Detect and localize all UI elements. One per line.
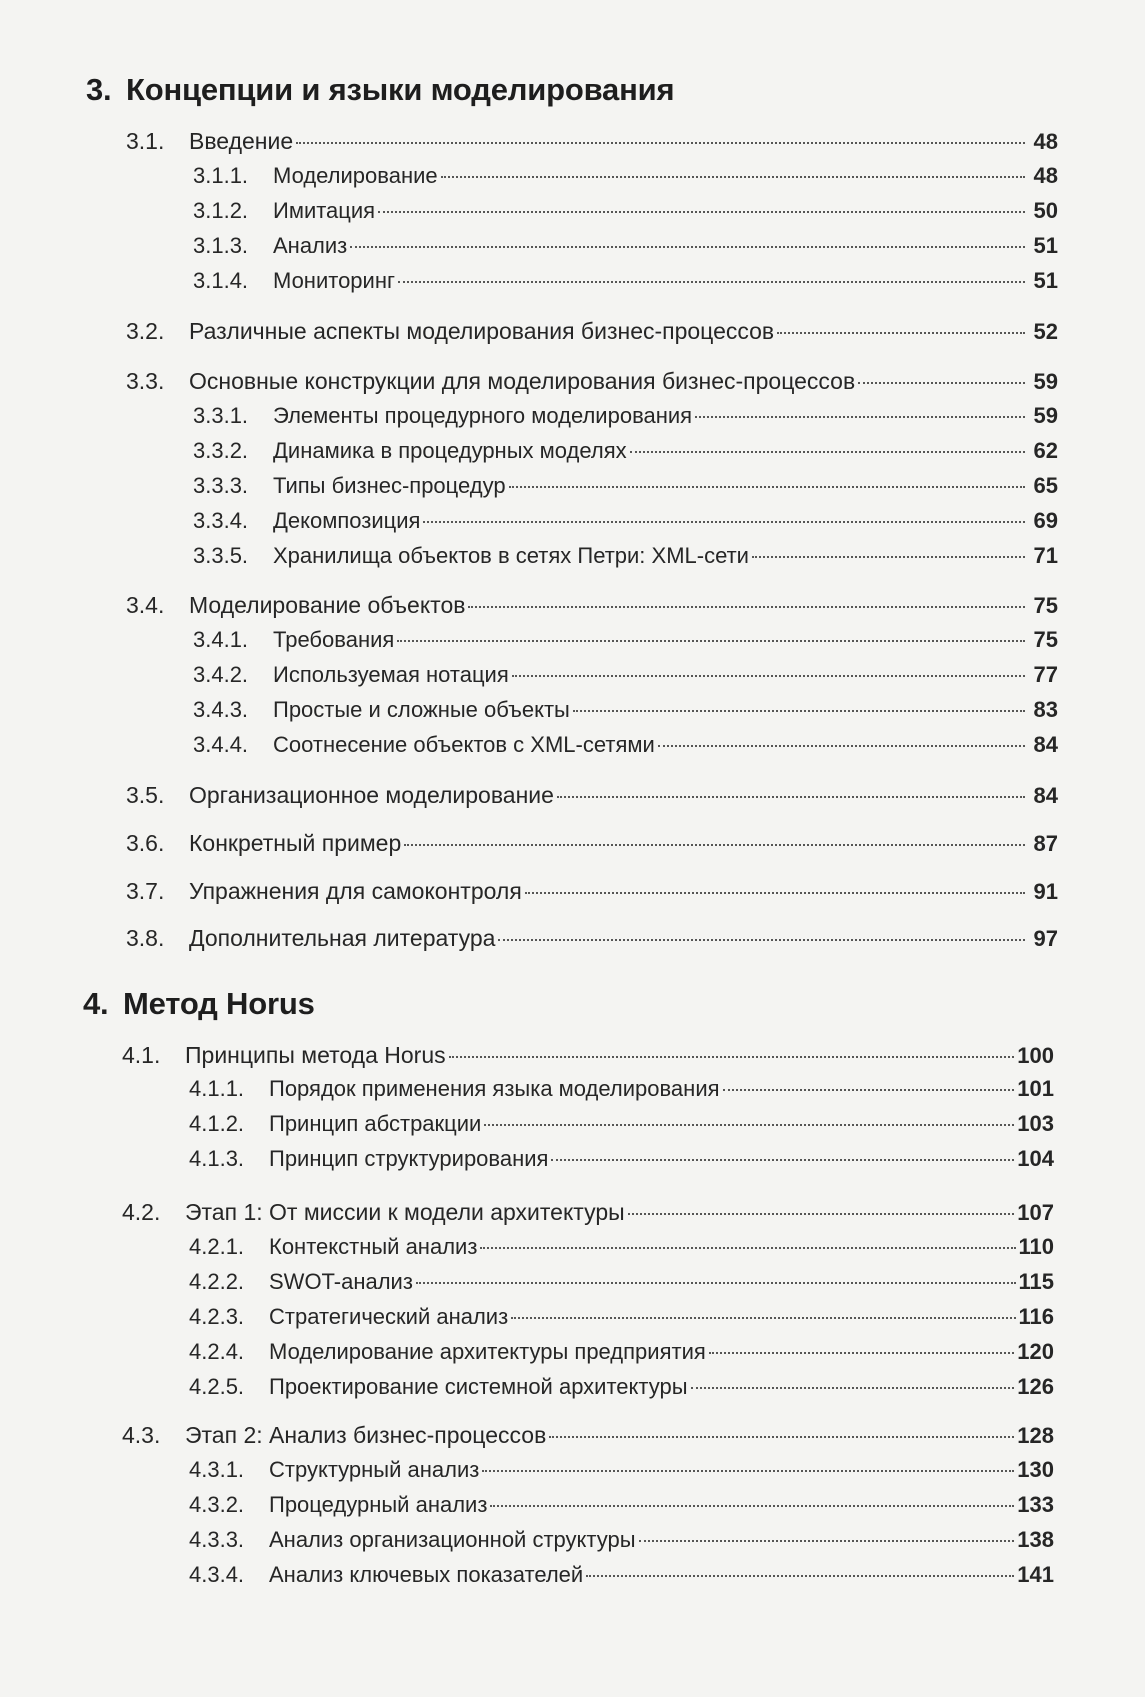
entry-title: Моделирование архитектуры предприятия [269,1339,706,1364]
toc-section-entry [126,128,1058,158]
entry-page-number: 91 [1033,879,1058,904]
entry-page-number: 83 [1033,697,1058,722]
entry-number: 3.3.3. [193,473,249,498]
entry-title: Стратегический анализ [269,1304,509,1329]
toc-subsection-entry [193,438,1058,468]
entry-title: Имитация [273,198,376,223]
dot-leader [709,1351,1015,1354]
entry-title: SWOT-анализ [269,1269,413,1294]
entry-number: 3.3.2. [193,438,249,463]
entry-page-number: 75 [1033,593,1058,618]
entry-number: 3.2. [126,318,165,344]
dot-leader [630,450,1025,453]
entry-title: Анализ ключевых показателей [269,1562,584,1587]
chapter-title: Метод Horus [123,986,315,1021]
entry-title: Различные аспекты моделирования бизнес-процессов [189,318,775,344]
entry-page-number: 87 [1033,831,1058,856]
entry-page-number: 50 [1033,198,1058,223]
chapter-heading [86,72,674,108]
dot-leader [658,744,1025,747]
entry-page-number: 100 [1017,1043,1054,1068]
entry-title: Принцип структурирования [269,1146,549,1171]
entry-number: 3.5. [126,782,165,808]
toc-subsection-entry [193,473,1058,503]
entry-page-number: 133 [1017,1492,1054,1517]
entry-title: Декомпозиция [273,508,421,533]
entry-number: 3.7. [126,878,165,904]
toc-subsection-entry [193,403,1058,433]
toc-subsection-entry [193,627,1058,657]
toc-section-entry [126,925,1058,955]
dot-leader [512,674,1025,677]
entry-page-number: 51 [1033,233,1058,258]
entry-number: 3.8. [126,925,165,951]
dot-leader [509,485,1025,488]
chapter-title: Концепции и языки моделирования [126,72,675,107]
dot-leader [397,639,1025,642]
entry-number: 3.3.4. [193,508,249,533]
dot-leader [484,1123,1014,1126]
dot-leader [525,891,1025,894]
dot-leader [695,415,1025,418]
entry-number: 3.1. [126,128,165,154]
entry-title: Моделирование [273,163,438,188]
entry-title: Принцип абстракции [269,1111,482,1136]
entry-page-number: 110 [1018,1234,1054,1259]
entry-page-number: 59 [1033,403,1058,428]
toc-subsection-entry [193,697,1058,727]
toc-section-entry [126,782,1058,812]
entry-page-number: 48 [1033,163,1058,188]
toc-subsection-entry [189,1562,1054,1592]
toc-section-entry [126,878,1058,908]
toc-subsection-entry [189,1304,1054,1334]
entry-number: 4.1.3. [189,1146,245,1171]
dot-leader [723,1088,1015,1091]
entry-number: 4.3.1. [189,1457,245,1482]
dot-leader [628,1212,1015,1215]
entry-number: 3.4.1. [193,627,249,652]
entry-page-number: 107 [1017,1200,1054,1225]
dot-leader [752,555,1025,558]
toc-subsection-entry [189,1457,1054,1487]
dot-leader [490,1504,1014,1507]
toc-subsection-entry [189,1492,1054,1522]
entry-number: 4.1.1. [189,1076,245,1101]
dot-leader [573,709,1025,712]
toc-section-entry [126,368,1058,398]
entry-page-number: 59 [1033,369,1058,394]
entry-page-number: 84 [1033,783,1058,808]
entry-number: 3.3. [126,368,165,394]
dot-leader [423,520,1025,523]
entry-number: 3.4.3. [193,697,249,722]
entry-number: 3.4.4. [193,732,249,757]
entry-page-number: 75 [1033,627,1058,652]
entry-number: 3.3.5. [193,543,249,568]
toc-subsection-entry [189,1527,1054,1557]
entry-page-number: 141 [1017,1562,1054,1587]
entry-title: Моделирование объектов [189,592,466,618]
entry-page-number: 101 [1017,1076,1054,1101]
entry-number: 4.3.2. [189,1492,245,1517]
entry-page-number: 48 [1033,129,1058,154]
entry-page-number: 84 [1033,732,1058,757]
entry-number: 4.1. [122,1042,161,1068]
entry-title: Типы бизнес-процедур [273,473,506,498]
entry-page-number: 62 [1033,438,1058,463]
dot-leader [691,1386,1015,1389]
entry-number: 3.3.1. [193,403,249,428]
toc-subsection-entry [193,198,1058,228]
dot-leader [557,795,1025,798]
dot-leader [449,1055,1015,1058]
toc-subsection-entry [193,662,1058,692]
toc-subsection-entry [189,1269,1054,1299]
chapter-number: 4. [83,986,109,1021]
toc-subsection-entry [193,508,1058,538]
dot-leader [404,843,1025,846]
dot-leader [296,141,1025,144]
entry-number: 3.4.2. [193,662,249,687]
toc-section-entry [122,1042,1054,1072]
entry-title: Организационное моделирование [189,782,554,808]
dot-leader [639,1539,1015,1542]
toc-subsection-entry [189,1076,1054,1106]
toc-section-entry [126,318,1058,348]
entry-page-number: 104 [1017,1146,1054,1171]
entry-number: 3.1.2. [193,198,249,223]
entry-title: Этап 2: Анализ бизнес-процессов [185,1422,547,1448]
toc-section-entry [126,592,1058,622]
toc-section-entry [126,830,1058,860]
entry-page-number: 120 [1017,1339,1054,1364]
entry-number: 4.1.2. [189,1111,245,1136]
entry-page-number: 51 [1033,268,1058,293]
chapter-heading [83,986,315,1022]
dot-leader [498,938,1025,941]
entry-page-number: 128 [1017,1423,1054,1448]
entry-title: Требования [273,627,395,652]
entry-title: Упражнения для самоконтроля [189,878,522,904]
entry-title: Используемая нотация [273,662,509,687]
entry-page-number: 116 [1018,1304,1054,1329]
entry-number: 4.3.3. [189,1527,245,1552]
entry-title: Простые и сложные объекты [273,697,570,722]
toc-subsection-entry [189,1234,1054,1264]
dot-leader [511,1316,1015,1319]
toc-subsection-entry [189,1111,1054,1141]
entry-title: Основные конструкции для моделирования бизнес-процессов [189,368,856,394]
entry-title: Контекстный анализ [269,1234,478,1259]
toc-subsection-entry [193,732,1058,762]
entry-number: 4.2.4. [189,1339,245,1364]
toc-subsection-entry [193,233,1058,263]
entry-page-number: 77 [1033,662,1058,687]
entry-title: Анализ [273,233,348,258]
entry-title: Процедурный анализ [269,1492,488,1517]
entry-number: 4.2.1. [189,1234,245,1259]
entry-title: Анализ организационной структуры [269,1527,636,1552]
dot-leader [398,280,1025,283]
entry-number: 4.2.3. [189,1304,245,1329]
entry-title: Порядок применения языка моделирования [269,1076,720,1101]
entry-title: Этап 1: От миссии к модели архитектуры [185,1199,625,1225]
toc-subsection-entry [193,543,1058,573]
toc-subsection-entry [193,268,1058,298]
entry-page-number: 115 [1018,1269,1054,1294]
entry-number: 3.1.3. [193,233,249,258]
entry-page-number: 126 [1017,1374,1054,1399]
toc-subsection-entry [193,163,1058,193]
entry-title: Конкретный пример [189,830,402,856]
entry-number: 4.2. [122,1199,161,1225]
toc-section-entry [122,1199,1054,1229]
entry-page-number: 71 [1033,543,1058,568]
entry-page-number: 97 [1033,926,1058,951]
entry-title: Проектирование системной архитектуры [269,1374,688,1399]
dot-leader [586,1574,1014,1577]
entry-number: 4.2.5. [189,1374,245,1399]
entry-title: Мониторинг [273,268,396,293]
entry-title: Элементы процедурного моделирования [273,403,693,428]
dot-leader [482,1469,1014,1472]
entry-page-number: 103 [1017,1111,1054,1136]
dot-leader [441,175,1025,178]
entry-number: 3.1.4. [193,268,249,293]
entry-number: 3.4. [126,592,165,618]
dot-leader [551,1158,1014,1161]
entry-number: 4.3. [122,1422,161,1448]
dot-leader [480,1246,1015,1249]
entry-title: Введение [189,128,294,154]
entry-title: Структурный анализ [269,1457,480,1482]
entry-page-number: 65 [1033,473,1058,498]
dot-leader [777,331,1025,334]
toc-subsection-entry [189,1339,1054,1369]
entry-title: Дополнительная литература [189,925,496,951]
entry-page-number: 69 [1033,508,1058,533]
entry-number: 4.3.4. [189,1562,245,1587]
toc-subsection-entry [189,1374,1054,1404]
entry-number: 3.1.1. [193,163,249,188]
dot-leader [858,381,1025,384]
entry-page-number: 138 [1017,1527,1054,1552]
dot-leader [378,210,1025,213]
entry-title: Динамика в процедурных моделях [273,438,627,463]
dot-leader [468,605,1025,608]
toc-section-entry [122,1422,1054,1452]
entry-page-number: 52 [1033,319,1058,344]
dot-leader [549,1435,1014,1438]
entry-title: Хранилища объектов в сетях Петри: XML-сети [273,543,749,568]
entry-page-number: 130 [1017,1457,1054,1482]
chapter-number: 3. [86,72,112,107]
toc-subsection-entry [189,1146,1054,1176]
entry-title: Принципы метода Horus [185,1042,446,1068]
entry-title: Соотнесение объектов с XML-сетями [273,732,655,757]
dot-leader [416,1281,1016,1284]
entry-number: 3.6. [126,830,165,856]
entry-number: 4.2.2. [189,1269,245,1294]
dot-leader [350,245,1025,248]
